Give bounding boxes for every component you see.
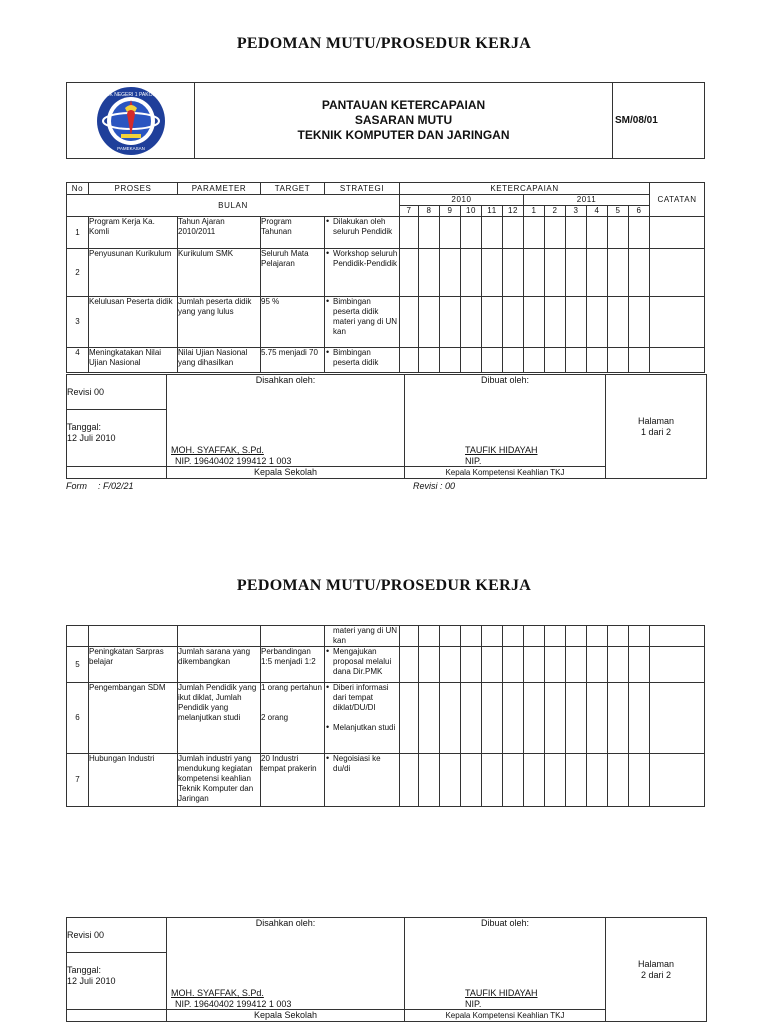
table-row [67,297,705,348]
document-header [66,82,705,159]
row-proses: Hubungan Industri [89,754,178,807]
row-proses: Program Kerja Ka. Komli [89,217,178,249]
table-row [67,217,705,249]
row-proses: Penyusunan Kurikulum [89,249,178,297]
month-header: 5 [608,206,629,217]
page-title-2: PEDOMAN MUTU/PROSEDUR KERJA [236,577,532,594]
approval-footer-page2 [66,917,707,1022]
signer1-role: Kepala Sekolah [167,467,405,479]
col-header-bulan: BULAN [67,195,400,217]
row-number: 2 [67,249,89,297]
disahkan-label: Disahkan oleh: [255,375,316,385]
logo-bottom-text: PAMEKASAN [116,145,145,151]
col-header-target: TARGET [261,183,325,195]
halaman-label: Halaman [637,958,675,969]
row-number: 4 [67,348,89,373]
tanggal-label: Tanggal: [67,422,102,432]
signer1-name: MOH. SYAFFAK, S.Pd. [171,988,264,998]
table-row [67,626,705,647]
table-row [67,249,705,297]
signer1-role: Kepala Sekolah [167,1010,405,1022]
logo-top-text: SMK NEGERI 1 PAKONG [101,91,160,98]
signer2-role: Kepala Kompetensi Keahlian TKJ [405,1010,606,1022]
month-header: 4 [587,206,608,217]
dibuat-label: Dibuat oleh: [480,918,530,928]
tanggal-value: 12 Juli 2010 [67,433,116,443]
strategi-item: • Dilakukan oleh seluruh Pendidik [333,217,399,237]
strategi-item: • Negoisiasi ke du/di [333,754,399,774]
strategi-item: • Mengajukan proposal melalui dana Dir.PMK [333,647,399,677]
month-header: 9 [440,206,461,217]
row-target: 95 % [261,297,325,348]
strategi-item: • Diberi informasi dari tempat diklat/DU/DI [333,683,399,713]
signer2-name: TAUFIK HIDAYAH [465,988,538,998]
row-number: 7 [67,754,89,807]
row-proses: Peningkatan Sarpras belajar [89,647,178,683]
row-target: 5.75 menjadi 70 [261,348,325,373]
row-parameter: Nilai Ujian Nasional yang dihasilkan [178,348,261,373]
row-number: 3 [67,297,89,348]
page-indicator [606,375,707,479]
form-label: Form [66,481,87,491]
row-parameter: Tahun Ajaran 2010/2011 [178,217,261,249]
month-header: 7 [400,206,419,217]
row-parameter: Kurikulum SMK [178,249,261,297]
row-strategi [325,683,400,754]
logo-cell [67,83,195,159]
strategi-item: • Melanjutkan studi [333,723,399,733]
tanggal-label: Tanggal: [67,965,102,975]
month-header: 2 [545,206,566,217]
row-proses: Kelulusan Peserta didik [89,297,178,348]
disahkan-label: Disahkan oleh: [255,918,316,928]
table-row [67,348,705,373]
header-line-3: TEKNIK KOMPUTER DAN JARINGAN [297,128,510,142]
row-target-b: 2 orang [261,713,289,722]
signer1-name: MOH. SYAFFAK, S.Pd. [171,445,264,455]
signer2-name: TAUFIK HIDAYAH [465,445,538,455]
table-row [67,683,705,754]
row-strategi [325,217,400,249]
revisi-label: Revisi 00 [67,918,167,953]
page-count: 2 dari 2 [640,969,672,980]
header-title-cell [195,83,613,159]
row-parameter: Jumlah Pendidik yang ikut diklat, Jumlah Pendidik yang melanjutkan studi [178,683,261,754]
table-row [67,647,705,683]
row-strategi [325,647,400,683]
page-count: 1 dari 2 [640,426,672,437]
document-code: SM/08/01 [613,83,705,159]
page-indicator [606,918,707,1022]
col-header-parameter: PARAMETER [178,183,261,195]
strategi-item: • Bimbingan peserta didik materi yang di UN kan [333,297,399,337]
month-header: 8 [419,206,440,217]
dibuat-label: Dibuat oleh: [480,375,530,385]
signer2-nip: NIP. [465,456,482,466]
strategi-item: • Workshop seluruh Pendidik-Pendidik [333,249,399,269]
row-target-a: 1 orang pertahun [261,683,322,692]
strategi-item: • Bimbingan peserta didik [333,348,399,368]
school-logo-icon [91,84,171,158]
row-number: 6 [67,683,89,754]
col-header-no: No [67,183,89,195]
tanggal-block [67,953,167,1010]
form-revisi: Revisi : 00 [413,481,456,491]
page-title: PEDOMAN MUTU/PROSEDUR KERJA [236,35,532,52]
approval-footer-page1 [66,374,707,479]
table-row [67,754,705,807]
month-header: 10 [461,206,482,217]
halaman-label: Halaman [637,415,675,426]
row-parameter: Jumlah industri yang mendukung kegiatan kompetensi keahlian Teknik Komputer dan Jaringan [178,754,261,807]
monitoring-table-page2 [66,625,705,807]
row-target: Seluruh Mata Pelajaran [261,249,325,297]
row-strategi [325,297,400,348]
signature-block-disahkan [167,375,405,467]
signature-block-disahkan [167,918,405,1010]
form-code: : F/02/21 [98,481,134,491]
tanggal-block [67,410,167,467]
row-proses: Meningkatakan Nilai Ujian Nasional [89,348,178,373]
header-line-1: PANTAUAN KETERCAPAIAN [321,98,486,112]
row-target: Perbandingan 1:5 menjadi 1:2 [261,647,325,683]
month-header: 1 [524,206,545,217]
col-header-catatan: CATATAN [650,183,705,217]
row-parameter: Jumlah sarana yang dikembangkan [178,647,261,683]
col-header-ketercapaian: KETERCAPAIAN [400,183,650,195]
row-strategi [325,754,400,807]
signature-block-dibuat [405,918,606,1010]
header-line-2: SASARAN MUTU [354,113,453,127]
month-header: 12 [503,206,524,217]
col-header-proses: PROSES [89,183,178,195]
row-target: Program Tahunan [261,217,325,249]
signer2-role: Kepala Kompetensi Keahlian TKJ [405,467,606,479]
signer1-nip: NIP. 19640402 199412 1 003 [175,999,292,1009]
month-header: 11 [482,206,503,217]
row-number: 5 [67,647,89,683]
signer2-nip: NIP. [465,999,482,1009]
row-number: 1 [67,217,89,249]
signer1-nip: NIP. 19640402 199412 1 003 [175,456,292,466]
row-target: 20 Industri tempat prakerin [261,754,325,807]
monitoring-table-page1 [66,182,705,373]
row-target [261,683,325,754]
year-2011: 2011 [524,195,650,206]
signature-block-dibuat [405,375,606,467]
revisi-label: Revisi 00 [67,375,167,410]
row-parameter: Jumlah peserta didik yang yang lulus [178,297,261,348]
col-header-strategi: STRATEGI [325,183,400,195]
year-2010: 2010 [400,195,524,206]
month-header: 3 [566,206,587,217]
row-strategi [325,249,400,297]
tanggal-value: 12 Juli 2010 [67,976,116,986]
continuation-text: materi yang di UN kan [325,626,400,647]
row-proses: Pengembangan SDM [89,683,178,754]
month-header: 6 [629,206,650,217]
row-strategi [325,348,400,373]
